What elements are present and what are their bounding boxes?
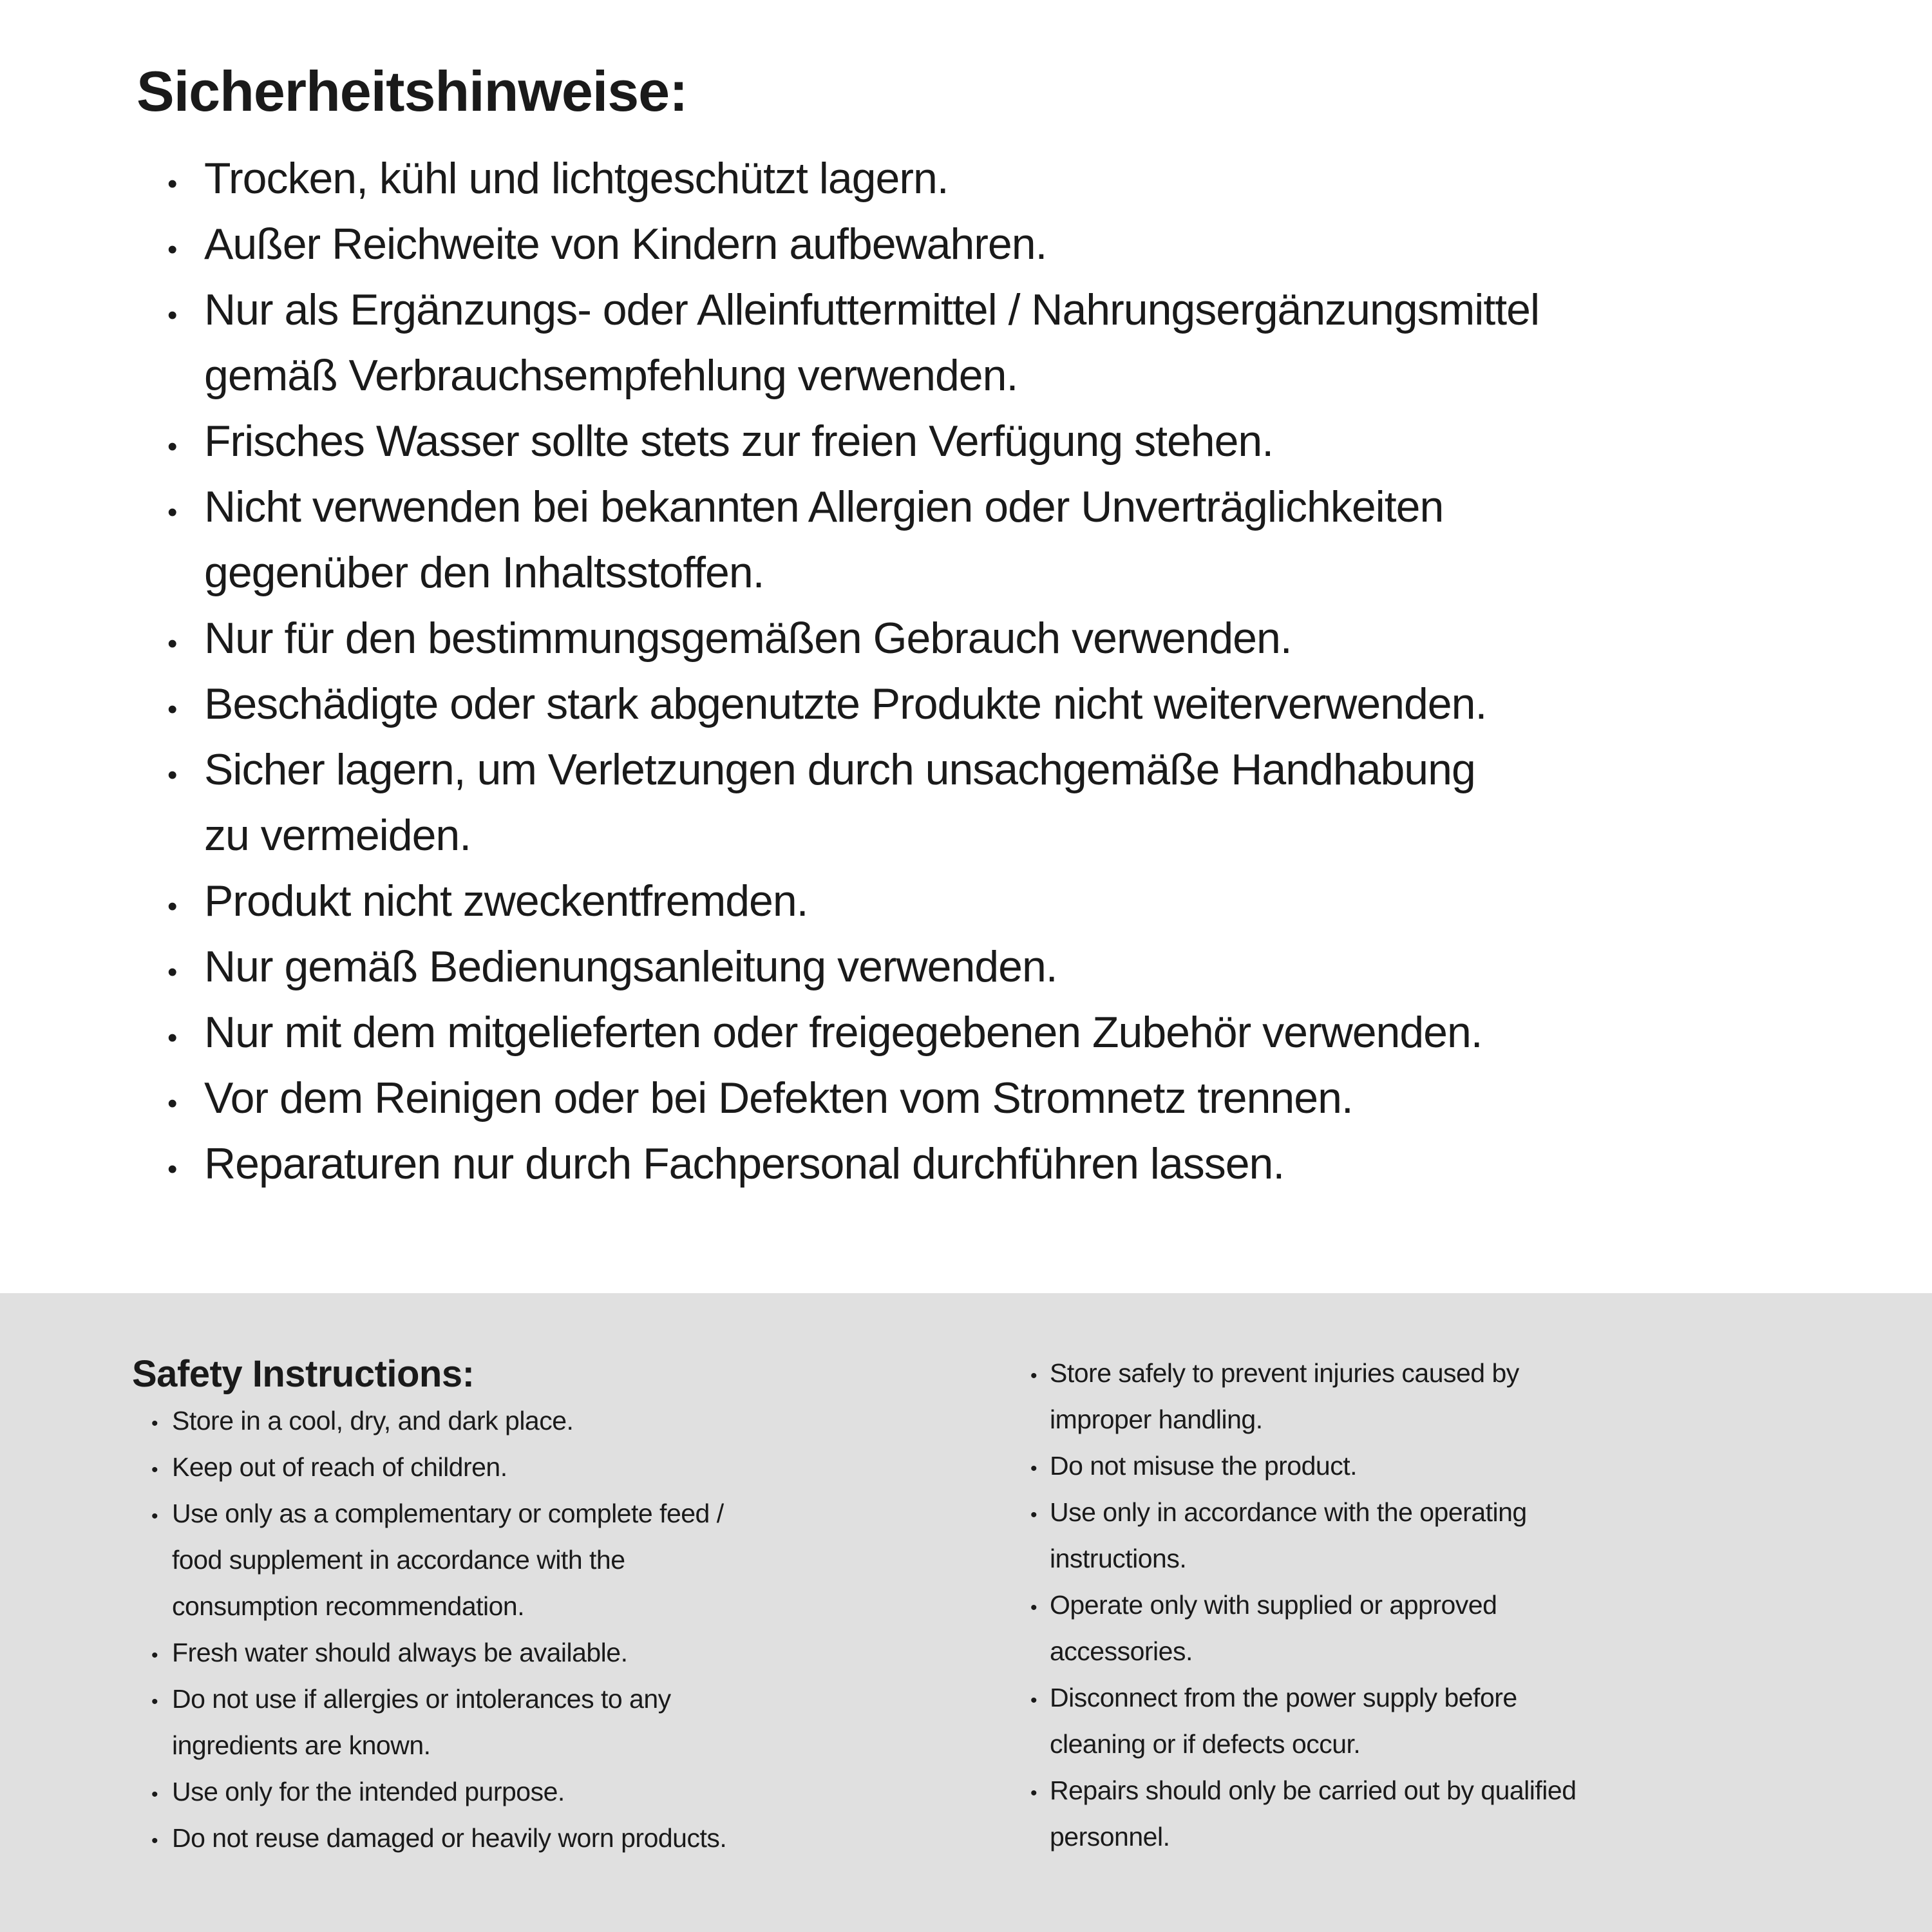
list-item — [132, 1444, 726, 1490]
bullet-icon: • — [1030, 1458, 1037, 1479]
list-item-text: Disconnect from the power supply before — [1050, 1683, 1517, 1712]
list-item — [137, 934, 1539, 999]
bullet-icon: • — [1030, 1690, 1037, 1711]
list-item-text: Nur mit dem mitgelieferten oder freigegebenen Zubehör verwenden. — [204, 1008, 1482, 1057]
list-item — [132, 1815, 726, 1861]
list-item-text: Use only in accordance with the operating — [1050, 1497, 1527, 1527]
list-item-text: Außer Reichweite von Kindern aufbewahren. — [204, 220, 1047, 269]
list-item-text: consumption recommendation. — [172, 1591, 525, 1621]
bullet-icon: • — [167, 299, 178, 331]
list-item-text: Fresh water should always be available. — [172, 1638, 628, 1667]
list-item-continuation — [137, 540, 1539, 605]
list-item — [137, 277, 1539, 343]
list-item-text: Keep out of reach of children. — [172, 1452, 507, 1482]
list-item-text: improper handling. — [1050, 1405, 1263, 1434]
list-item — [137, 474, 1539, 540]
list-item — [137, 737, 1539, 802]
list-item-continuation — [132, 1583, 726, 1629]
list-item-text: Nicht verwenden bei bekannten Allergien oder Unverträglichkeiten — [204, 482, 1444, 531]
bullet-icon: • — [167, 956, 178, 988]
list-item-text: Do not use if allergies or intolerances to any — [172, 1684, 671, 1714]
bullet-icon: • — [151, 1784, 158, 1805]
bullet-icon: • — [1030, 1783, 1037, 1804]
list-item — [1025, 1582, 1577, 1628]
bullet-icon: • — [1030, 1597, 1037, 1618]
list-item-text: Do not misuse the product. — [1050, 1451, 1357, 1481]
list-item — [1025, 1443, 1577, 1489]
list-item-text: Use only as a complementary or complete feed / — [172, 1499, 724, 1528]
list-item-continuation — [132, 1537, 726, 1583]
list-item-continuation — [1025, 1814, 1577, 1860]
list-item — [132, 1629, 726, 1676]
list-item — [1025, 1767, 1577, 1814]
list-item-text: Produkt nicht zweckentfremden. — [204, 876, 808, 925]
bullet-icon: • — [151, 1645, 158, 1666]
list-item-text: Nur gemäß Bedienungsanleitung verwenden. — [204, 942, 1057, 991]
list-item-text: Do not reuse damaged or heavily worn products. — [172, 1823, 727, 1853]
list-item — [1025, 1489, 1577, 1535]
list-item-text: zu vermeiden. — [204, 811, 471, 860]
bullet-icon: • — [167, 1088, 178, 1119]
list-item — [137, 1065, 1539, 1131]
list-item-text: ingredients are known. — [172, 1730, 431, 1760]
list-item-text: food supplement in accordance with the — [172, 1545, 625, 1575]
english-left-column — [132, 1351, 726, 1861]
list-item-text: personnel. — [1050, 1822, 1170, 1852]
bullet-icon: • — [151, 1691, 158, 1712]
bullet-icon: • — [151, 1459, 158, 1481]
list-item-text: Beschädigte oder stark abgenutzte Produkte nicht weiterverwenden. — [204, 679, 1487, 728]
list-item — [137, 1131, 1539, 1197]
bullet-icon: • — [167, 1022, 178, 1054]
list-item-continuation — [1025, 1396, 1577, 1443]
list-item-text: Nur für den bestimmungsgemäßen Gebrauch verwenden. — [204, 614, 1292, 663]
list-item-continuation — [1025, 1628, 1577, 1674]
german-heading: Sicherheitshinweise: — [137, 59, 688, 123]
bullet-icon: • — [1030, 1504, 1037, 1526]
list-item — [137, 868, 1539, 934]
list-item — [132, 1676, 726, 1722]
list-item-text: Store safely to prevent injuries caused by — [1050, 1358, 1519, 1388]
bullet-icon: • — [167, 694, 178, 725]
list-item — [1025, 1674, 1577, 1721]
list-item-text: Nur als Ergänzungs- oder Alleinfuttermittel / Nahrungsergänzungsmittel — [204, 285, 1540, 334]
english-section — [0, 1293, 1932, 1932]
english-right-column — [1025, 1350, 1577, 1860]
bullet-icon: • — [167, 431, 178, 462]
list-item-text: Frisches Wasser sollte stets zur freien Verfügung stehen. — [204, 417, 1274, 466]
bullet-icon: • — [151, 1413, 158, 1434]
list-item — [132, 1397, 726, 1444]
list-item-text: accessories. — [1050, 1636, 1193, 1666]
list-item-text: cleaning or if defects occur. — [1050, 1729, 1361, 1759]
bullet-icon: • — [167, 759, 178, 791]
list-item-continuation — [1025, 1535, 1577, 1582]
list-item-continuation — [132, 1722, 726, 1768]
bullet-icon: • — [167, 234, 178, 265]
list-item — [137, 999, 1539, 1065]
list-item-continuation — [1025, 1721, 1577, 1767]
bullet-icon: • — [151, 1830, 158, 1852]
bullet-icon: • — [167, 168, 178, 200]
list-item-text: instructions. — [1050, 1544, 1187, 1573]
bullet-icon: • — [167, 628, 178, 659]
list-item-text: gegenüber den Inhaltsstoffen. — [204, 548, 764, 597]
bullet-icon: • — [167, 891, 178, 922]
german-instructions-list — [137, 146, 1539, 1197]
list-item — [132, 1490, 726, 1537]
bullet-icon: • — [151, 1506, 158, 1527]
list-item — [137, 605, 1539, 671]
list-item-text: Vor dem Reinigen oder bei Defekten vom Stromnetz trennen. — [204, 1074, 1353, 1122]
list-item — [137, 671, 1539, 737]
list-item-text: Operate only with supplied or approved — [1050, 1590, 1497, 1620]
bullet-icon: • — [167, 1153, 178, 1185]
bullet-icon: • — [167, 497, 178, 528]
bullet-icon: • — [1030, 1365, 1037, 1387]
list-item — [137, 408, 1539, 474]
list-item-text: gemäß Verbrauchsempfehlung verwenden. — [204, 351, 1018, 400]
list-item — [137, 146, 1539, 211]
list-item-text: Repairs should only be carried out by qualified — [1050, 1776, 1577, 1805]
list-item-text: Sicher lagern, um Verletzungen durch unsachgemäße Handhabung — [204, 745, 1475, 794]
list-item-continuation — [137, 343, 1539, 408]
list-item-text: Use only for the intended purpose. — [172, 1777, 565, 1806]
list-item-text: Trocken, kühl und lichtgeschützt lagern. — [204, 154, 949, 203]
list-item — [132, 1768, 726, 1815]
list-item-continuation — [137, 802, 1539, 868]
list-item — [137, 211, 1539, 277]
list-item-text: Reparaturen nur durch Fachpersonal durchführen lassen. — [204, 1139, 1285, 1188]
english-heading: Safety Instructions: — [132, 1353, 475, 1395]
list-item — [1025, 1350, 1577, 1396]
list-item-text: Store in a cool, dry, and dark place. — [172, 1406, 574, 1435]
